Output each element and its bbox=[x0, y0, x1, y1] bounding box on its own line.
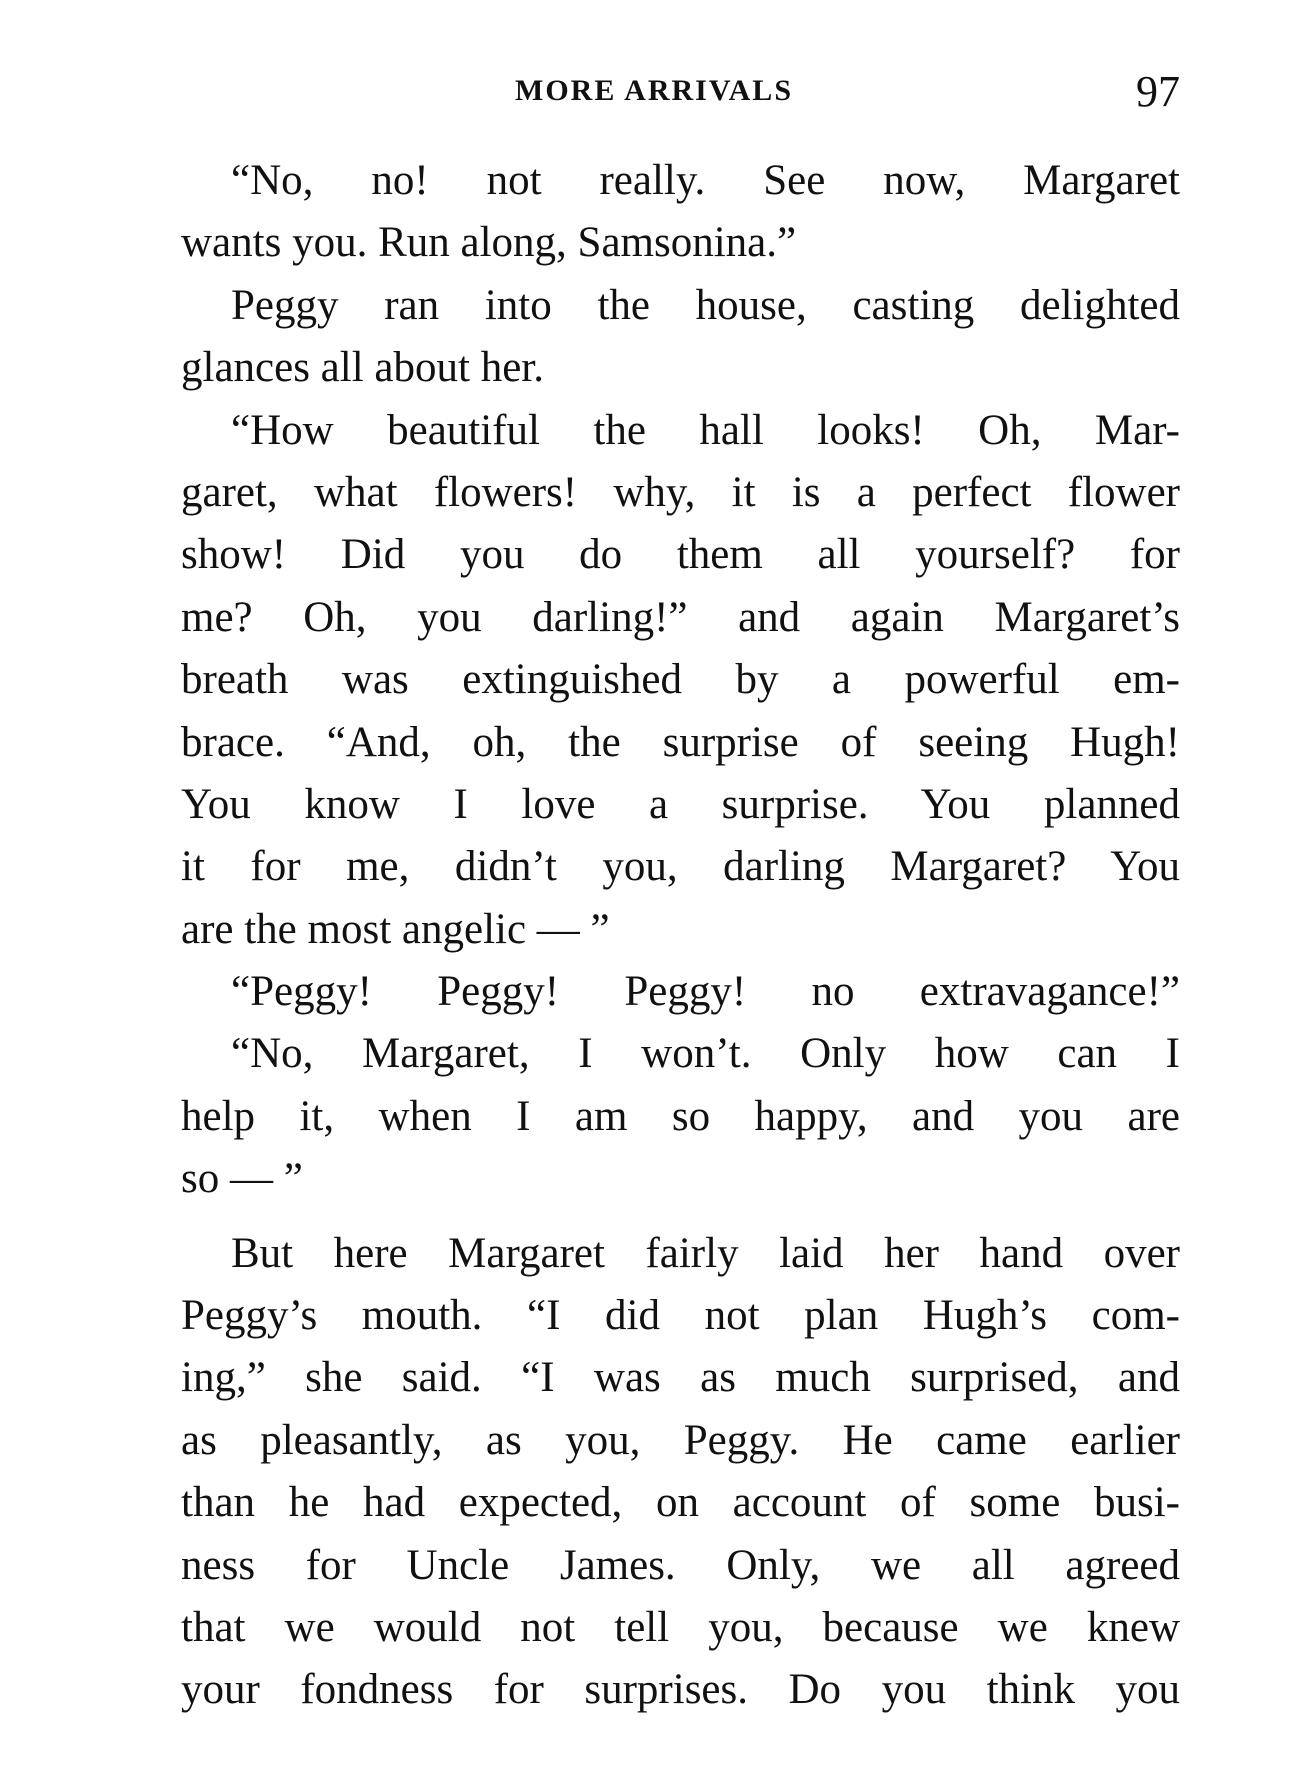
text-line: are the most angelic — ” bbox=[181, 905, 610, 953]
text-line: Peggy’s mouth. “I did not plan Hugh’s com- bbox=[181, 1292, 1180, 1340]
page-number: 97 bbox=[1136, 67, 1180, 116]
text-line: glances all about her. bbox=[181, 344, 544, 392]
text-line: ness for Uncle James. Only, we all agreed bbox=[181, 1541, 1180, 1589]
text-line: so — ” bbox=[181, 1155, 303, 1203]
text-line: ing,” she said. “I was as much surprised, and bbox=[181, 1354, 1180, 1402]
text-line: breath was extinguished by a powerful em- bbox=[181, 656, 1180, 704]
text-line: “Peggy! Peggy! Peggy! no extravagance!” bbox=[231, 968, 1180, 1016]
text-line: “No, no! not really. See now, Margaret bbox=[231, 157, 1180, 204]
text-line: wants you. Run along, Samsonina.” bbox=[181, 219, 797, 267]
text-line: than he had expected, on account of some busi- bbox=[181, 1479, 1180, 1527]
text-line: “How beautiful the hall looks! Oh, Mar- bbox=[231, 406, 1180, 454]
text-line: that we would not tell you, because we knew bbox=[181, 1603, 1180, 1651]
text-line: me? Oh, you darling!” and again Margaret’s bbox=[181, 593, 1180, 641]
text-line: it for me, didn’t you, darling Margaret? You bbox=[181, 843, 1180, 891]
text-line: your fondness for surprises. Do you think you bbox=[181, 1666, 1180, 1714]
text-line: But here Margaret fairly laid her hand over bbox=[231, 1229, 1180, 1277]
text-line: brace. “And, oh, the surprise of seeing Hugh! bbox=[181, 718, 1180, 766]
running-head bbox=[180, 66, 1180, 116]
chapter-title: MORE ARRIVALS bbox=[515, 74, 793, 107]
text-line: help it, when I am so happy, and you are bbox=[181, 1092, 1180, 1140]
text-line: Peggy ran into the house, casting delighted bbox=[231, 281, 1180, 329]
body-text bbox=[181, 150, 1180, 1722]
text-line: You know I love a surprise. You planned bbox=[181, 780, 1180, 828]
text-line: as pleasantly, as you, Peggy. He came earlier bbox=[181, 1416, 1180, 1464]
text-line: garet, what flowers! why, it is a perfect flower bbox=[181, 468, 1180, 516]
text-line: show! Did you do them all yourself? for bbox=[181, 531, 1180, 579]
text-line: “No, Margaret, I won’t. Only how can I bbox=[231, 1030, 1180, 1078]
